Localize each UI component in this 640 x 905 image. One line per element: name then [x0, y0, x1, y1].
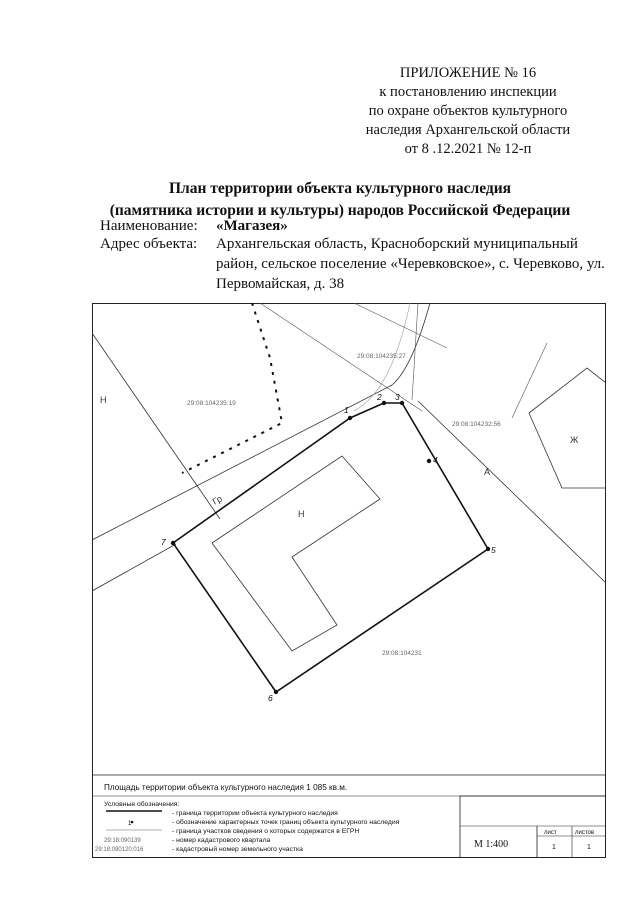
building-n — [212, 456, 380, 651]
road-line — [92, 544, 176, 591]
legend-symbol-text: 29:18:090120:016 — [95, 847, 144, 853]
parcel-boundary-dashed — [182, 303, 282, 473]
object-address-row — [100, 234, 216, 254]
object-name-value: «Магазея» — [216, 218, 288, 234]
territory-plan-map — [92, 303, 606, 858]
sheets-label: листов — [575, 830, 595, 836]
point-label: 2 — [377, 392, 382, 402]
title-line: План территории объекта культурного наследия — [168, 180, 512, 197]
boundary-point — [486, 547, 490, 551]
scale-text: М 1:400 — [474, 839, 509, 850]
road-line — [392, 303, 430, 385]
appendix-line: по охране объектов культурного — [368, 103, 568, 119]
appendix-block — [338, 64, 598, 159]
appendix-number: ПРИЛОЖЕНИЕ № 16 — [399, 65, 537, 81]
map-letter: Ж — [570, 435, 579, 445]
territory-boundary — [173, 403, 491, 692]
point-label: 3 — [395, 392, 400, 402]
legend-symbol-text: 29:18:090139 — [104, 838, 141, 844]
boundary-point — [348, 416, 352, 420]
point-label: 4 — [433, 455, 438, 465]
boundary-point — [400, 401, 404, 405]
sheets-value: 1 — [587, 844, 591, 851]
object-address-label: Адрес объекта: — [100, 236, 198, 252]
legend-text: - номер кадастрового квартала — [172, 837, 271, 844]
legend-text: - граница участков сведения о которых содержатся в ЕГРН — [172, 828, 360, 835]
map-letter: А — [484, 467, 491, 477]
point-label: 5 — [491, 545, 496, 555]
title-block — [460, 796, 606, 858]
object-name-row — [100, 216, 288, 236]
sheet-label: лист — [544, 830, 557, 836]
building-zh — [529, 368, 606, 488]
title-line: (памятника истории и культуры) народов Российской Федерации — [109, 202, 571, 219]
parcel-number: 29:08:104231 — [382, 650, 422, 657]
appendix-line: к постановлению инспекции — [379, 84, 557, 100]
map-frame — [93, 304, 606, 858]
boundary-point — [171, 541, 175, 545]
parcel-line — [412, 303, 418, 400]
parcel-number: 29:08:104235:19 — [187, 400, 236, 407]
appendix-line: наследия Архангельской области — [365, 122, 571, 138]
map-letter: Гр — [210, 493, 224, 507]
boundary-point — [382, 401, 386, 405]
road-line — [418, 401, 606, 583]
parcel-line — [92, 333, 220, 519]
appendix-date: от 8 .12.2021 № 12-п — [404, 141, 532, 157]
legend-text: - граница территории объекта культурного наследия — [172, 810, 338, 817]
point-label: 1 — [344, 405, 349, 415]
boundary-point — [274, 690, 278, 694]
legend-title: Условные обозначения: — [104, 801, 180, 808]
parcel-number: 29:08:104235:27 — [357, 353, 406, 360]
legend-symbol-text: 1 — [128, 821, 132, 827]
legend-text: - кадастровый номер земельного участка — [172, 846, 303, 853]
parcel-line — [512, 343, 547, 418]
object-name-label: Наименование: — [100, 218, 198, 234]
object-address-value: Архангельская область, Красноборский муниципальный район, сельское поселение «Черевковское», с. Черевково, ул. Первомайская, д. 38 — [216, 236, 605, 292]
point-label: 7 — [161, 537, 166, 547]
boundary-point — [427, 459, 431, 463]
legend-text: - обозначение характерных точек границ объекта культурного наследия — [172, 819, 400, 826]
sheet-value: 1 — [552, 844, 556, 851]
point-label: 6 — [268, 693, 273, 703]
parcel-number: 29:08:104232:56 — [452, 421, 501, 428]
map-letter: Н — [298, 509, 305, 519]
area-text: Площадь территории объекта культурного наследия 1 085 кв.м. — [104, 783, 348, 792]
map-letter: Н — [100, 395, 107, 405]
